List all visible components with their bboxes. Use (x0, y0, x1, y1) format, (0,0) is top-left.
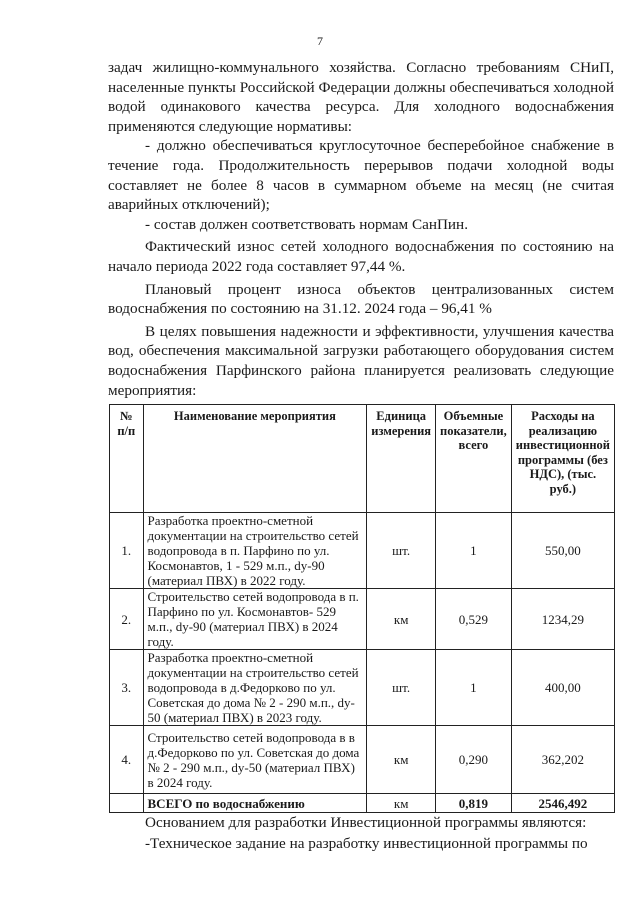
paragraph: Основанием для разработки Инвестиционной программы являются: (145, 814, 587, 831)
row-volume: 0,529 (436, 589, 512, 650)
header-cost: Расходы на реализацию инвестиционной программы (без НДС), (тыс. руб.) (511, 405, 614, 513)
row-num: 4. (110, 726, 144, 794)
row-cost: 1234,29 (511, 589, 614, 650)
paragraph: Фактический износ сетей холодного водоснабжения по состоянию на начало периода 2022 года составляет 97,44 %. (108, 238, 614, 275)
paragraph: задач жилищно-коммунального хозяйства. Согласно требованиям СНиП, населенные пункты Российской Федерации должны обеспечиваться холодной водой одинакового качества ресурса. Для холодного водоснабжения применяются следующие нормативы: (108, 59, 614, 135)
table-total-row (110, 794, 615, 813)
total-unit: км (367, 794, 436, 813)
header-unit: Единица измерения (367, 405, 436, 513)
total-cost: 2546,492 (511, 794, 614, 813)
row-num: 3. (110, 650, 144, 726)
total-label: ВСЕГО по водоснабжению (143, 794, 367, 813)
table-row (110, 589, 615, 650)
row-volume: 1 (436, 513, 512, 589)
row-cost: 362,202 (511, 726, 614, 794)
body-text (108, 58, 614, 400)
paragraph: -Техническое задание на разработку инвестиционной программы по (145, 835, 588, 852)
row-num: 1. (110, 513, 144, 589)
row-cost: 550,00 (511, 513, 614, 589)
table-header-row (110, 405, 615, 513)
table-row (110, 513, 615, 589)
row-volume: 0,290 (436, 726, 512, 794)
header-name: Наименование мероприятия (143, 405, 367, 513)
row-num: 2. (110, 589, 144, 650)
row-unit: шт. (367, 513, 436, 589)
bottom-text (108, 812, 614, 854)
row-cost: 400,00 (511, 650, 614, 726)
row-name: Разработка проектно-сметной документации на строительство сетей водопровода в д.Федорково по ул. Советская до дома № 2 - 290 м.п., dy-50 (материал ПВХ) в 2023 году. (143, 650, 367, 726)
row-unit: шт. (367, 650, 436, 726)
header-num: № п/п (110, 405, 144, 513)
paragraph: В целях повышения надежности и эффективности, улучшения качества вод, обеспечения максимальной загрузки работающего оборудования систем водоснабжения Парфинского района планируется реализовать следующие мероприятия: (108, 322, 614, 399)
row-unit: км (367, 726, 436, 794)
paragraph: - состав должен соответствовать нормам СанПин. (145, 215, 468, 233)
page-number: 7 (317, 34, 323, 48)
paragraph: Плановый процент износа объектов централизованных систем водоснабжения по состоянию на 31.12. 2024 года – 96,41 % (108, 280, 614, 318)
row-name: Строительство сетей водопровода в в д.Федорково по ул. Советская до дома № 2 - 290 м.п., dy-50 (материал ПВХ) в 2024 году. (143, 726, 367, 794)
paragraph: - должно обеспечиваться круглосуточное бесперебойное снабжение в течение года. Продолжительность перерывов подачи холодной воды составляет не более 8 часов в суммарном объеме на месяц (не считая аварийных отключений); (108, 137, 614, 214)
total-num (110, 794, 144, 813)
row-volume: 1 (436, 650, 512, 726)
table-row (110, 726, 615, 794)
row-name: Строительство сетей водопровода в п. Парфино по ул. Космонавтов- 529 м.п., dy-90 (материал ПВХ) в 2024 году. (143, 589, 367, 650)
measures-table (109, 404, 615, 813)
table-row (110, 650, 615, 726)
row-name: Разработка проектно-сметной документации на строительство сетей водопровода в п. Парфино по ул. Космонавтов, 1 - 529 м.п., dy-90 (материал ПВХ) в 2022 году. (143, 513, 367, 589)
total-volume: 0,819 (436, 794, 512, 813)
header-volume: Объемные показатели, всего (436, 405, 512, 513)
row-unit: км (367, 589, 436, 650)
